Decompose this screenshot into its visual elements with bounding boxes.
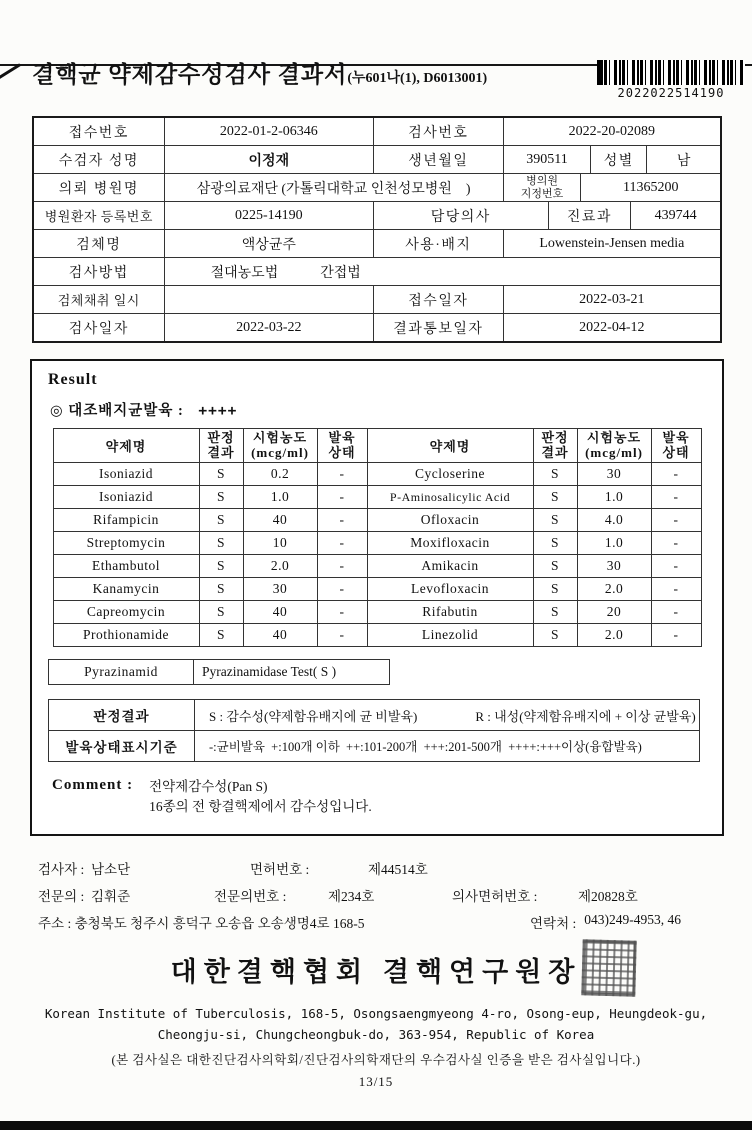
drug-name: P-Aminosalicylic Acid	[367, 486, 533, 509]
drug-name: Amikacin	[367, 555, 533, 578]
drug-name: Kanamycin	[53, 578, 199, 601]
growth-value: -	[651, 578, 701, 601]
organization-title-line	[38, 950, 714, 989]
concentration-value: 4.0	[577, 509, 651, 532]
license-label: 면허번호 :	[250, 861, 310, 877]
test-no-value: 2022-20-02089	[503, 118, 720, 145]
drug-name: Isoniazid	[53, 486, 199, 509]
growth-legend-row	[49, 730, 699, 761]
growth-value: -	[317, 601, 367, 624]
growth-criteria-label: 발육상태표시기준	[49, 731, 195, 761]
judgement-value: S	[199, 463, 243, 486]
growth-value: -	[651, 624, 701, 647]
drug-table-row	[53, 463, 701, 486]
receipt-no-value: 2022-01-2-06346	[164, 118, 373, 145]
judgement-label: 판정결과	[49, 700, 195, 730]
specialist-no-label: 전문의번호 :	[214, 888, 287, 904]
patient-id-value: 0225-14190	[164, 202, 373, 229]
concentration-value: 30	[577, 555, 651, 578]
report-date-label: 결과통보일자	[373, 314, 503, 341]
patient-info-table	[32, 116, 722, 343]
table-row	[34, 145, 720, 173]
judgement-value: S	[199, 578, 243, 601]
collect-label: 검체채취 일시	[57, 293, 140, 308]
document-header	[32, 56, 725, 100]
concentration-value: 1.0	[577, 532, 651, 555]
concentration-value: 2.0	[577, 624, 651, 647]
contact-label: 연락처 :	[530, 915, 577, 931]
judgement-value: S	[533, 624, 577, 647]
concentration-value: 1.0	[243, 486, 317, 509]
drug-name: Moxifloxacin	[367, 532, 533, 555]
drug-name: Streptomycin	[53, 532, 199, 555]
specimen-value: 액상균주	[164, 230, 373, 257]
hospital-code-label: 병의원 지정번호	[503, 174, 581, 201]
media-label: 사용·배지	[373, 230, 503, 257]
document-title-code: (누601나(1), D6013001)	[347, 71, 488, 86]
pyrazinamid-value: Pyrazinamidase Test( S )	[194, 659, 390, 685]
growth-value: -	[651, 601, 701, 624]
sex-label: 성별	[590, 146, 646, 173]
comment-label: Comment :	[52, 777, 134, 793]
barcode-number: 2022022514190	[617, 86, 725, 100]
judgement-value: S : 감수성(약제함유배지에 균 비발육) R : 내성(약제함유배지에 + 이상 균발육)	[209, 708, 696, 724]
col-drug-name: 약제명	[53, 429, 199, 463]
growth-value: -	[317, 578, 367, 601]
table-row	[34, 257, 720, 285]
growth-value: -	[651, 463, 701, 486]
judgement-value: S	[533, 601, 577, 624]
concentration-value: 30	[577, 463, 651, 486]
comment-text: 전약제감수성(Pan S) 16종의 전 항결핵제에서 감수성입니다.	[149, 779, 372, 815]
col-concentration: 시험농도 (mcg/ml)	[243, 429, 317, 463]
growth-value: -	[651, 486, 701, 509]
accreditation-note: (본 검사실은 대한진단검사의학회/진단검사의학재단의 우수검사실 인증을 받은 검사실입니다.)	[111, 1053, 641, 1068]
table-row	[34, 118, 720, 145]
drug-name: Linezolid	[367, 624, 533, 647]
growth-value: -	[651, 555, 701, 578]
test-no-label: 검사번호	[373, 118, 503, 145]
contact-value: 043)249-4953, 46	[584, 911, 681, 927]
growth-value: -	[651, 509, 701, 532]
concentration-value: 40	[243, 509, 317, 532]
doctor-license-number: 제20828호	[578, 888, 638, 904]
document-title: 결핵균 약제감수성검사 결과서	[32, 62, 348, 87]
growth-value: -	[317, 463, 367, 486]
receipt-date-label: 접수일자	[373, 286, 503, 313]
drug-table-row	[53, 624, 701, 647]
legend-table	[48, 699, 700, 762]
drug-name: Capreomycin	[53, 601, 199, 624]
result-section	[30, 359, 724, 836]
method-value: 절대농도법 간접법	[164, 258, 720, 285]
dept-label: 진료과	[548, 202, 631, 229]
hospital-value: 삼광의료재단 (가톨릭대학교 인천성모병원 )	[164, 174, 503, 201]
col-judgement: 판정 결과	[199, 429, 243, 463]
concentration-value: 2.0	[243, 555, 317, 578]
concentration-value: 40	[243, 601, 317, 624]
dept-value: 439744	[630, 202, 720, 229]
drug-name: Prothionamide	[53, 624, 199, 647]
sex-value: 남	[646, 146, 720, 173]
concentration-value: 0.2	[243, 463, 317, 486]
drug-table-row	[53, 555, 701, 578]
judgement-value: S	[533, 486, 577, 509]
concentration-value: 40	[243, 624, 317, 647]
test-date-value: 2022-03-22	[164, 314, 373, 341]
judgement-value: S	[533, 509, 577, 532]
judgement-value: S	[199, 509, 243, 532]
doctor-license-label: 의사면허번호 :	[452, 888, 538, 904]
growth-value: -	[317, 624, 367, 647]
concentration-value: 10	[243, 532, 317, 555]
judgement-value: S	[533, 463, 577, 486]
judgement-value: S	[533, 532, 577, 555]
col-judgement: 판정 결과	[533, 429, 577, 463]
barcode-block	[596, 60, 746, 100]
patient-name-value: 이정재	[164, 146, 373, 173]
control-growth-value: ++++	[198, 403, 238, 419]
growth-value: -	[317, 509, 367, 532]
control-growth-line	[50, 399, 708, 420]
official-seal-stamp-icon	[581, 939, 636, 996]
growth-value: -	[317, 555, 367, 578]
barcode-image	[597, 60, 745, 85]
pyrazinamid-row	[48, 659, 708, 685]
media-value: Lowenstein-Jensen media	[503, 230, 720, 257]
birth-label: 생년월일	[373, 146, 503, 173]
drug-name: Rifabutin	[367, 601, 533, 624]
pyrazinamid-label: Pyrazinamid	[48, 659, 194, 685]
drug-table-header-row	[53, 429, 701, 463]
patient-name-label: 수검자 성명	[58, 153, 139, 169]
judgement-value: S	[533, 578, 577, 601]
judgement-value: S	[199, 532, 243, 555]
doctor-label: 담당의사	[373, 202, 547, 229]
concentration-value: 20	[577, 601, 651, 624]
table-row	[34, 201, 720, 229]
judgement-value: S	[199, 601, 243, 624]
table-row	[34, 313, 720, 341]
judgement-value: S	[533, 555, 577, 578]
specialist-line	[38, 885, 714, 905]
test-date-label: 검사일자	[68, 321, 129, 337]
organization-title: 대한결핵협회 결핵연구원장	[170, 956, 582, 987]
specimen-label: 검체명	[76, 237, 122, 253]
drug-susceptibility-table	[53, 428, 702, 647]
col-concentration: 시험농도 (mcg/ml)	[577, 429, 651, 463]
hospital-label: 의뢰 병원명	[58, 181, 139, 197]
collect-value	[164, 286, 373, 313]
specialist-name: 전문의 : 김휘준	[38, 888, 131, 904]
judgement-value: S	[199, 486, 243, 509]
drug-name: Isoniazid	[53, 463, 199, 486]
license-number: 제44514호	[368, 861, 428, 877]
table-row	[34, 229, 720, 257]
growth-value: -	[651, 532, 701, 555]
concentration-value: 2.0	[577, 578, 651, 601]
report-date-value: 2022-04-12	[503, 314, 720, 341]
col-drug-name: 약제명	[367, 429, 533, 463]
drug-name: Ethambutol	[53, 555, 199, 578]
address-text: 주소 : 충청북도 청주시 흥덕구 오송읍 오송생명4로 168-5	[38, 915, 365, 931]
comment-block	[52, 777, 708, 818]
receipt-date-value: 2022-03-21	[503, 286, 720, 313]
drug-table-row	[53, 601, 701, 624]
control-growth-label: ◎ 대조배지균발육 :	[50, 403, 184, 419]
patient-id-label: 병원환자 등록번호	[44, 209, 153, 224]
drug-name: Cycloserine	[367, 463, 533, 486]
drug-table-row	[53, 486, 701, 509]
col-growth: 발육 상태	[317, 429, 367, 463]
examiner-line	[38, 858, 714, 878]
judgement-value: S	[199, 624, 243, 647]
receipt-no-label: 접수번호	[68, 125, 129, 141]
drug-name: Ofloxacin	[367, 509, 533, 532]
scan-bottom-bar	[0, 1121, 752, 1130]
drug-table-row	[53, 509, 701, 532]
concentration-value: 30	[243, 578, 317, 601]
examiner-name: 검사자 : 남소단	[38, 861, 131, 877]
growth-criteria-value: -:균비발육 +:100개 이하 ++:101-200개 +++:201-500개 ++++:+++이상(융합발육)	[209, 740, 642, 754]
english-address: Korean Institute of Tuberculosis, 168-5, Osongsaengmyeong 4-ro, Osong-eup, Heungdeok-gu, Cheongju-si, Chungcheongbuk-do, 363-954, Republic of Korea	[44, 1005, 708, 1043]
drug-table-row	[53, 532, 701, 555]
growth-value: -	[317, 486, 367, 509]
result-heading: Result	[48, 371, 98, 388]
method-label: 검사방법	[68, 265, 129, 281]
specialist-no: 제234호	[328, 888, 375, 904]
page-number: 13/15	[358, 1074, 394, 1090]
drug-table-row	[53, 578, 701, 601]
address-line	[38, 912, 714, 932]
drug-name: Rifampicin	[53, 509, 199, 532]
table-row	[34, 285, 720, 313]
judgement-legend-row	[49, 700, 699, 730]
judgement-value: S	[199, 555, 243, 578]
concentration-value: 1.0	[577, 486, 651, 509]
growth-value: -	[317, 532, 367, 555]
drug-name: Levofloxacin	[367, 578, 533, 601]
birth-value: 390511	[503, 146, 591, 173]
document-footer	[38, 858, 714, 1091]
col-growth: 발육 상태	[651, 429, 701, 463]
table-row	[34, 173, 720, 201]
hospital-code-value: 11365200	[580, 174, 720, 201]
